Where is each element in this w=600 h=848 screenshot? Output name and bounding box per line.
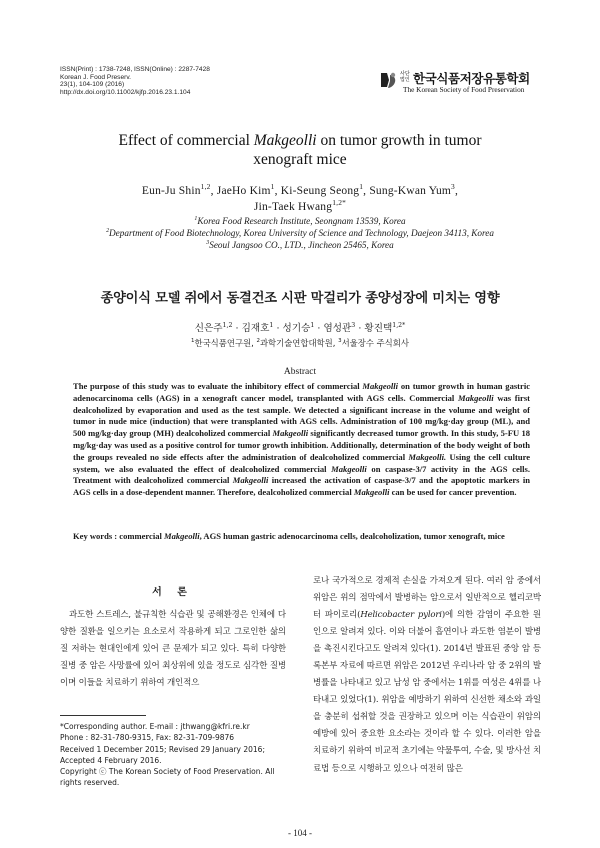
- author-name: JaeHo Kim: [216, 185, 271, 197]
- received-date: Received 1 December 2015; Revised 29 January 2016;: [60, 744, 265, 754]
- title-part: on tumor growth in tumor: [316, 132, 482, 149]
- author-sup: 1,2: [200, 182, 211, 192]
- affiliation-item: $^3$Seoul Jangsoo CO., LTD., Jincheon 25465, Korea: [206, 239, 394, 250]
- author-name: Jin-Taek Hwang: [253, 201, 333, 213]
- issn-text: ISSN(Print) : 1738-7248, ISSN(Online) : 2287-7428: [60, 66, 210, 73]
- author-list: Eun-Ju Shin$^{1,2}$, JaeHo Kim$^1$, Ki-Seung Seong$^1$, Sung-Kwan Yum$^3$, Jin-Taek Hwang$^{1,2*}$: [141, 182, 459, 213]
- society-header: [376, 68, 576, 98]
- affiliation-item: $^1$Korea Food Research Institute, Seongnam 13539, Korea: [194, 215, 406, 226]
- doi-link[interactable]: http://dx.doi.org/10.11002/kjfp.2016.23.1.104: [60, 88, 191, 96]
- author-name: Ki-Seung Seong: [280, 185, 360, 197]
- title-line-2: xenograft mice: [253, 151, 347, 168]
- footnote-divider: [60, 715, 146, 716]
- author-sup: 1: [270, 182, 275, 192]
- footnote: [60, 721, 288, 789]
- copyright-text: Copyright ⓒ The Korean Society of Food Preservation. All: [60, 767, 275, 777]
- intro-paragraph: 과도한 스트레스, 불규칙한 식습관 및 공해환경은 인체에 다양한 질환을 일으키는 요소로서 작용하게 되고 그로인한 삶의 질 저하는 현대인에게 있어 큰 문제가 되고 있다. 특히 다양한 질병 중 암은 사망률에 있어 최상위에 있을 정도로 심각한 질병이며 이들을 치료하기 위하여 개인적으: [60, 610, 286, 688]
- intro-left-column: [60, 607, 286, 692]
- korean-affiliations: $^1$한국식품연구원, $^2$과학기술연합대학원, $^3$서울장수 주식회사: [191, 338, 409, 348]
- society-logo-icon: [376, 70, 400, 92]
- page-number: - 104 -: [288, 828, 312, 838]
- volume-text: 23(1), 104-109 (2016): [60, 81, 125, 89]
- article-title: [60, 131, 540, 169]
- author-name: Eun-Ju Shin: [141, 185, 201, 197]
- affiliation-item: $^2$Department of Food Biotechnology, Korea University of Science and Technology, Daejeon 34113, Korea: [106, 227, 494, 238]
- intro-heading: 서 론: [152, 587, 193, 598]
- journal-name: Korean J. Food Preserv.: [60, 73, 131, 81]
- title-italic: Makgeolli: [253, 132, 317, 149]
- keywords: Key words : commercial Makgeolli, AGS human gastric adenocarcinoma cells, dealcoholization, tumor xenograft, mice: [73, 531, 505, 541]
- accepted-date: Accepted 4 February 2016.: [60, 755, 162, 765]
- affiliation-list: [60, 216, 540, 251]
- author-name: Sung-Kwan Yum: [369, 185, 452, 197]
- abstract-heading: Abstract: [283, 367, 317, 377]
- title-part: Effect of commercial: [118, 132, 254, 149]
- society-small-label: 사단 법인: [400, 71, 410, 83]
- korean-title: 종양이식 모델 쥐에서 동결건조 시판 막걸리가 종양성장에 미치는 영향: [100, 291, 500, 306]
- intro-right-column: [313, 573, 541, 778]
- contact-phone: Phone : 82-31-780-9315, Fax: 82-31-709-9876: [60, 733, 235, 743]
- intro-paragraph-continued: 로나 국가적으로 경제적 손실을 가져오게 된다. 여러 암 중에서 위암은 위의 점막에서 발병하는 암으로서 일반적으로 헬리코박터 파이로리(Helicobacter pylori)에 의한 감염이 주요한 원인으로 알려져 있다. 이와 더불어 흡연이나 과도한 염분이 발병을 촉진시킨다고도 알려져 있다(1). 2014년 발표된 중앙 암 등록본부 자료에 따르면 위암은 2012년 우리나라 암 중 2위의 발병률을 나타내고 있고 남성 암 중에서는 1위를 여성은 4위를 나타내고 있었다(1). 위암을 예방하기 위하여 신선한 채소와 과일을 충분히 섭취할 것을 권장하고 있으며 이는 식습관이 위암의 예방에 있어 중요한 요소라는 것이라 할 수 있다. 이러한 암을 치료하기 위하여 비교적 초기에는 약물투여, 수술, 및 방사선 치료법 등으로 시행하고 있으나 여전히 많은: [313, 576, 541, 774]
- korean-author-list: 신은주$^{1,2}$ · 김재호$^1$ · 성기승$^1$ · 염성관$^3$ · 황진택$^{1,2*}$: [194, 321, 406, 334]
- society-name-en: The Korean Society of Food Preservation: [403, 85, 525, 94]
- author-sup: 3: [451, 182, 455, 192]
- journal-meta: [60, 66, 210, 96]
- society-name-kr: 한국식품저장유통학회: [413, 71, 530, 86]
- corresponding-author: *Corresponding author. E-mail : jthwang@kfri.re.kr: [60, 722, 250, 731]
- author-sup: 1: [359, 182, 364, 192]
- abstract-body: The purpose of this study was to evaluate the inhibitory effect of commercial Makgeolli on tumor growth in human gastric adenocarcinoma cells (AGS) in a xenograft cancer model, transplanted with AGS cells. Commercial Makgeolli was first dealcoholized by evaporation and used as the test sample. We detected a significant increase in the volume and weight of tumor in nude mice (induction) that were transplanted with AGS cells. Administration of 100 mg/kg·day group (ML), and 500 mg/kg·day group (MH) dealcoholized commercial Makgeolli significantly decreased tumor growth. In this study, 5-FU 18 mg/kg·day was used as a positive control for tumor growth inhibition. Additionally, determination of the body weight of both the groups revealed no side effects after the administration of dealcoholized commercial Makgeolli. Using the cell culture system, we also evaluated the effect of dealcoholized commercial Makgeolli on caspase-3/7 activity in the AGS cells. Treatment with dealcoholized commercial Makgeolli increased the activation of caspase-3/7 and the apoptotic markers in AGS cells in a dose-dependent manner. Therefore, dealcoholized commercial Makgeolli can be used for cancer prevention.: [73, 381, 531, 498]
- rights-text: rights reserved.: [60, 778, 120, 788]
- author-sup: 1,2*: [332, 198, 347, 208]
